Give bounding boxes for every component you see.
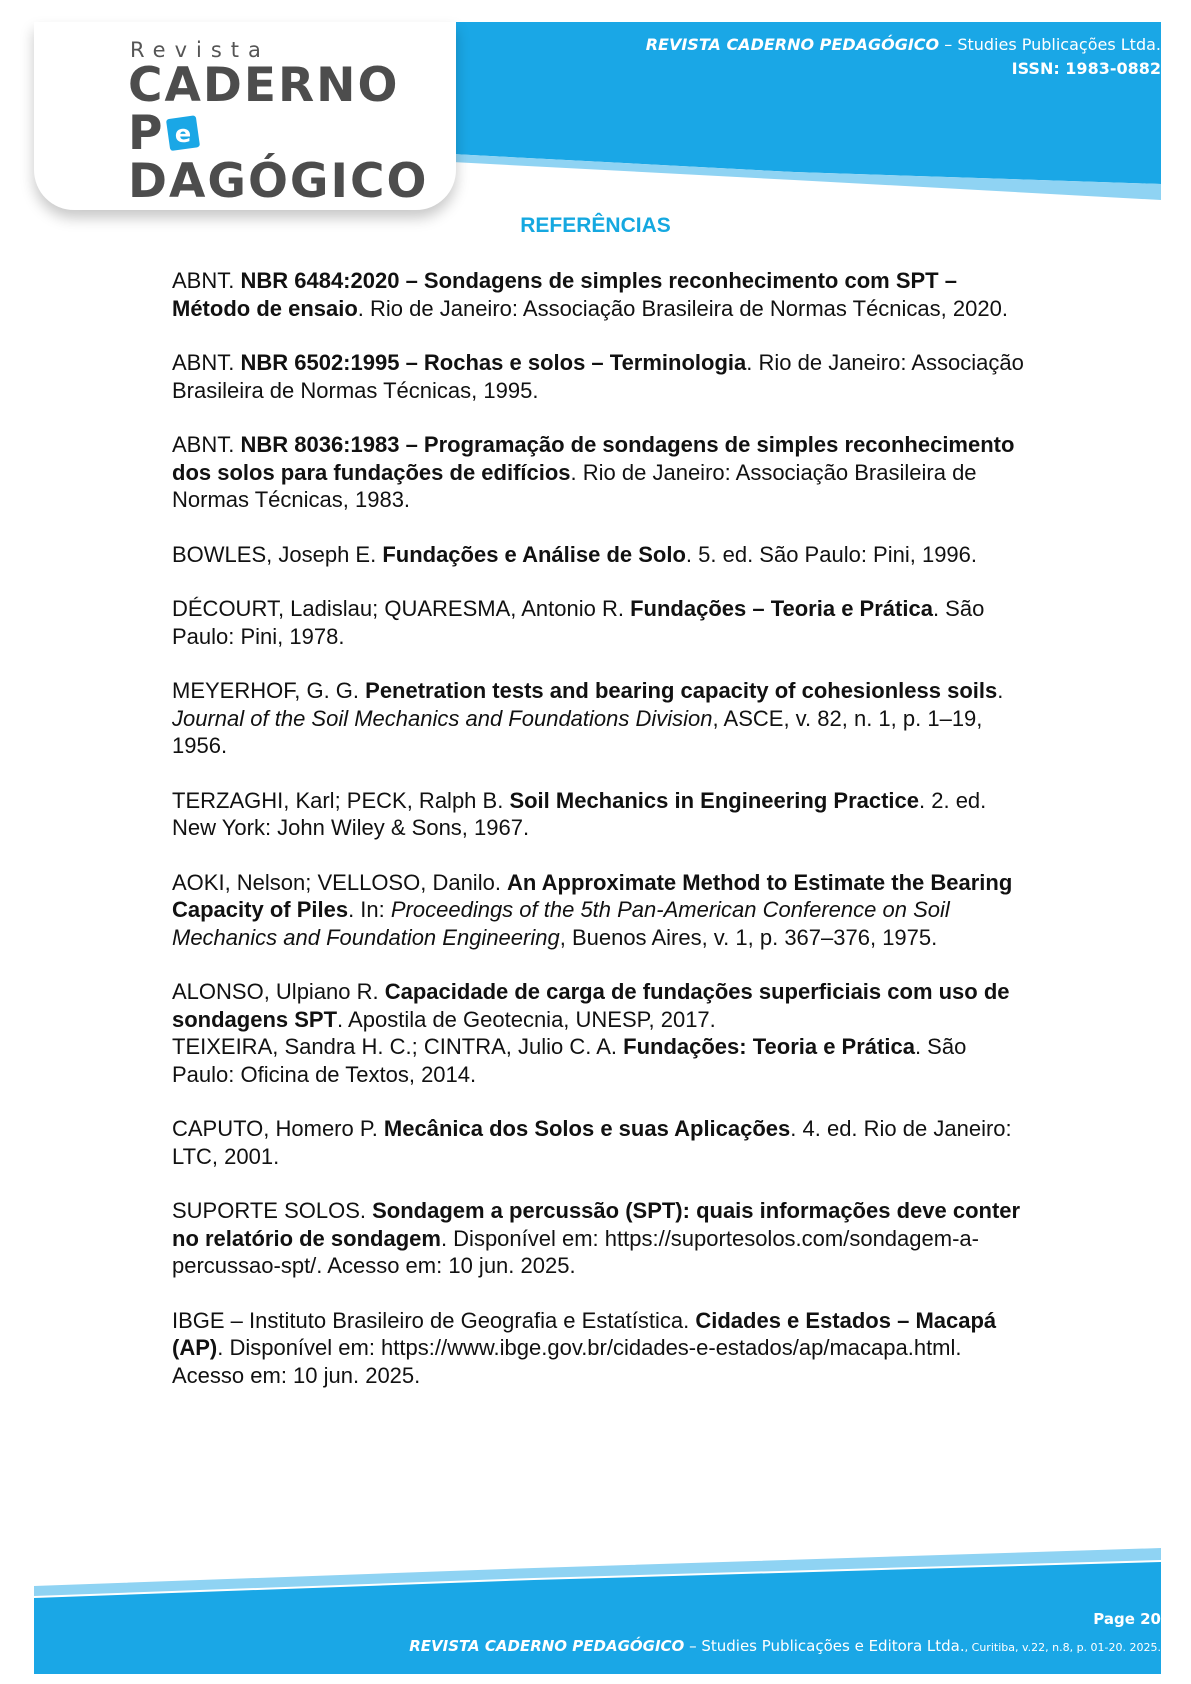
header-journal-line	[646, 33, 1161, 57]
reference-item: SUPORTE SOLOS. Sondagem a percussão (SPT): quais informações deve conter no relatório de sondagem. Disponível em: https://suportesolos.com/sondagem-a-percussao-spt/. Acesso em: 10 jun. 2025.	[172, 1198, 1021, 1278]
logo-line2-start: P	[128, 106, 165, 161]
logo-line2-end: DAGÓGICO	[128, 154, 429, 209]
reference-item: DÉCOURT, Ladislau; QUARESMA, Antonio R. Fundações – Teoria e Prática. São Paulo: Pini, 1978.	[172, 596, 985, 649]
footer-citation	[409, 1637, 1161, 1655]
logo-e-letter: e	[175, 120, 194, 148]
reference-item: ABNT. NBR 6502:1995 – Rochas e solos – Terminologia. Rio de Janeiro: Associação Brasileira de Normas Técnicas, 1995.	[172, 350, 1024, 403]
reference-item: ABNT. NBR 8036:1983 – Programação de sondagens de simples reconhecimento dos solos para fundações de edifícios. Rio de Janeiro: Associação Brasileira de Normas Técnicas, 1983.	[172, 432, 1015, 512]
logo-wordmark	[128, 58, 456, 209]
reference-item: ABNT. NBR 6484:2020 – Sondagens de simples reconhecimento com SPT – Método de ensaio. Rio de Janeiro: Associação Brasileira de Normas Técnicas, 2020.	[172, 268, 1008, 321]
reference-item: ALONSO, Ulpiano R. Capacidade de carga de fundações superficiais com uso de sondagens SPT. Apostila de Geotecnia, UNESP, 2017.	[172, 979, 1010, 1032]
reference-item: IBGE – Instituto Brasileiro de Geografia e Estatística. Cidades e Estados – Macapá (AP). Disponível em: https://www.ibge.gov.br/cidades-e-estados/ap/macapa.html. Acesso em: 10 jun. 2025.	[172, 1307, 997, 1388]
logo-e-tile-icon	[166, 113, 202, 153]
footer-publisher: – Studies Publicações e Editora Ltda.	[684, 1637, 965, 1655]
header-journal-name: REVISTA CADERNO PEDAGÓGICO	[645, 35, 940, 54]
reference-item: AOKI, Nelson; VELLOSO, Danilo. An Approximate Method to Estimate the Bearing Capacity of Piles. In: Proceedings of the 5th Pan-American Conference on Soil Mechanics and Foundation Engineering, Buenos Aires, v. 1, p. 367–376, 1975.	[172, 869, 1013, 950]
logo-revista-text: Revista	[130, 38, 270, 62]
footer-journal-name: REVISTA CADERNO PEDAGÓGICO	[409, 1637, 685, 1655]
header-publisher: – Studies Publicações Ltda.	[939, 35, 1161, 54]
footer-details: , Curitiba, v.22, n.8, p. 01-20. 2025.	[964, 1641, 1161, 1654]
reference-item: MEYERHOF, G. G. Penetration tests and bearing capacity of cohesionless soils. Journal of the Soil Mechanics and Foundations Division, ASCE, v. 82, n. 1, p. 1–19, 1956.	[172, 678, 1004, 758]
reference-item: CAPUTO, Homero P. Mecânica dos Solos e suas Aplicações. 4. ed. Rio de Janeiro: LTC, 2001.	[172, 1116, 1012, 1169]
reference-list	[172, 267, 1032, 1416]
header-journal-info	[646, 33, 1161, 81]
logo-line2	[128, 106, 456, 209]
footer-band	[34, 1548, 1161, 1679]
reference-item: TERZAGHI, Karl; PECK, Ralph B. Soil Mechanics in Engineering Practice. 2. ed. New York: John Wiley & Sons, 1967.	[172, 787, 987, 840]
reference-item: BOWLES, Joseph E. Fundações e Análise de Solo. 5. ed. São Paulo: Pini, 1996.	[172, 541, 978, 567]
header-issn: ISSN: 1983-0882	[1011, 59, 1161, 78]
page-title: REFERÊNCIAS	[520, 214, 671, 237]
reference-item: TEIXEIRA, Sandra H. C.; CINTRA, Julio C. A. Fundações: Teoria e Prática. São Paulo: Oficina de Textos, 2014.	[172, 1034, 967, 1087]
journal-logo	[34, 22, 456, 210]
page-number: Page 20	[1093, 1610, 1161, 1628]
logo-line1: CADERNO	[128, 58, 400, 113]
